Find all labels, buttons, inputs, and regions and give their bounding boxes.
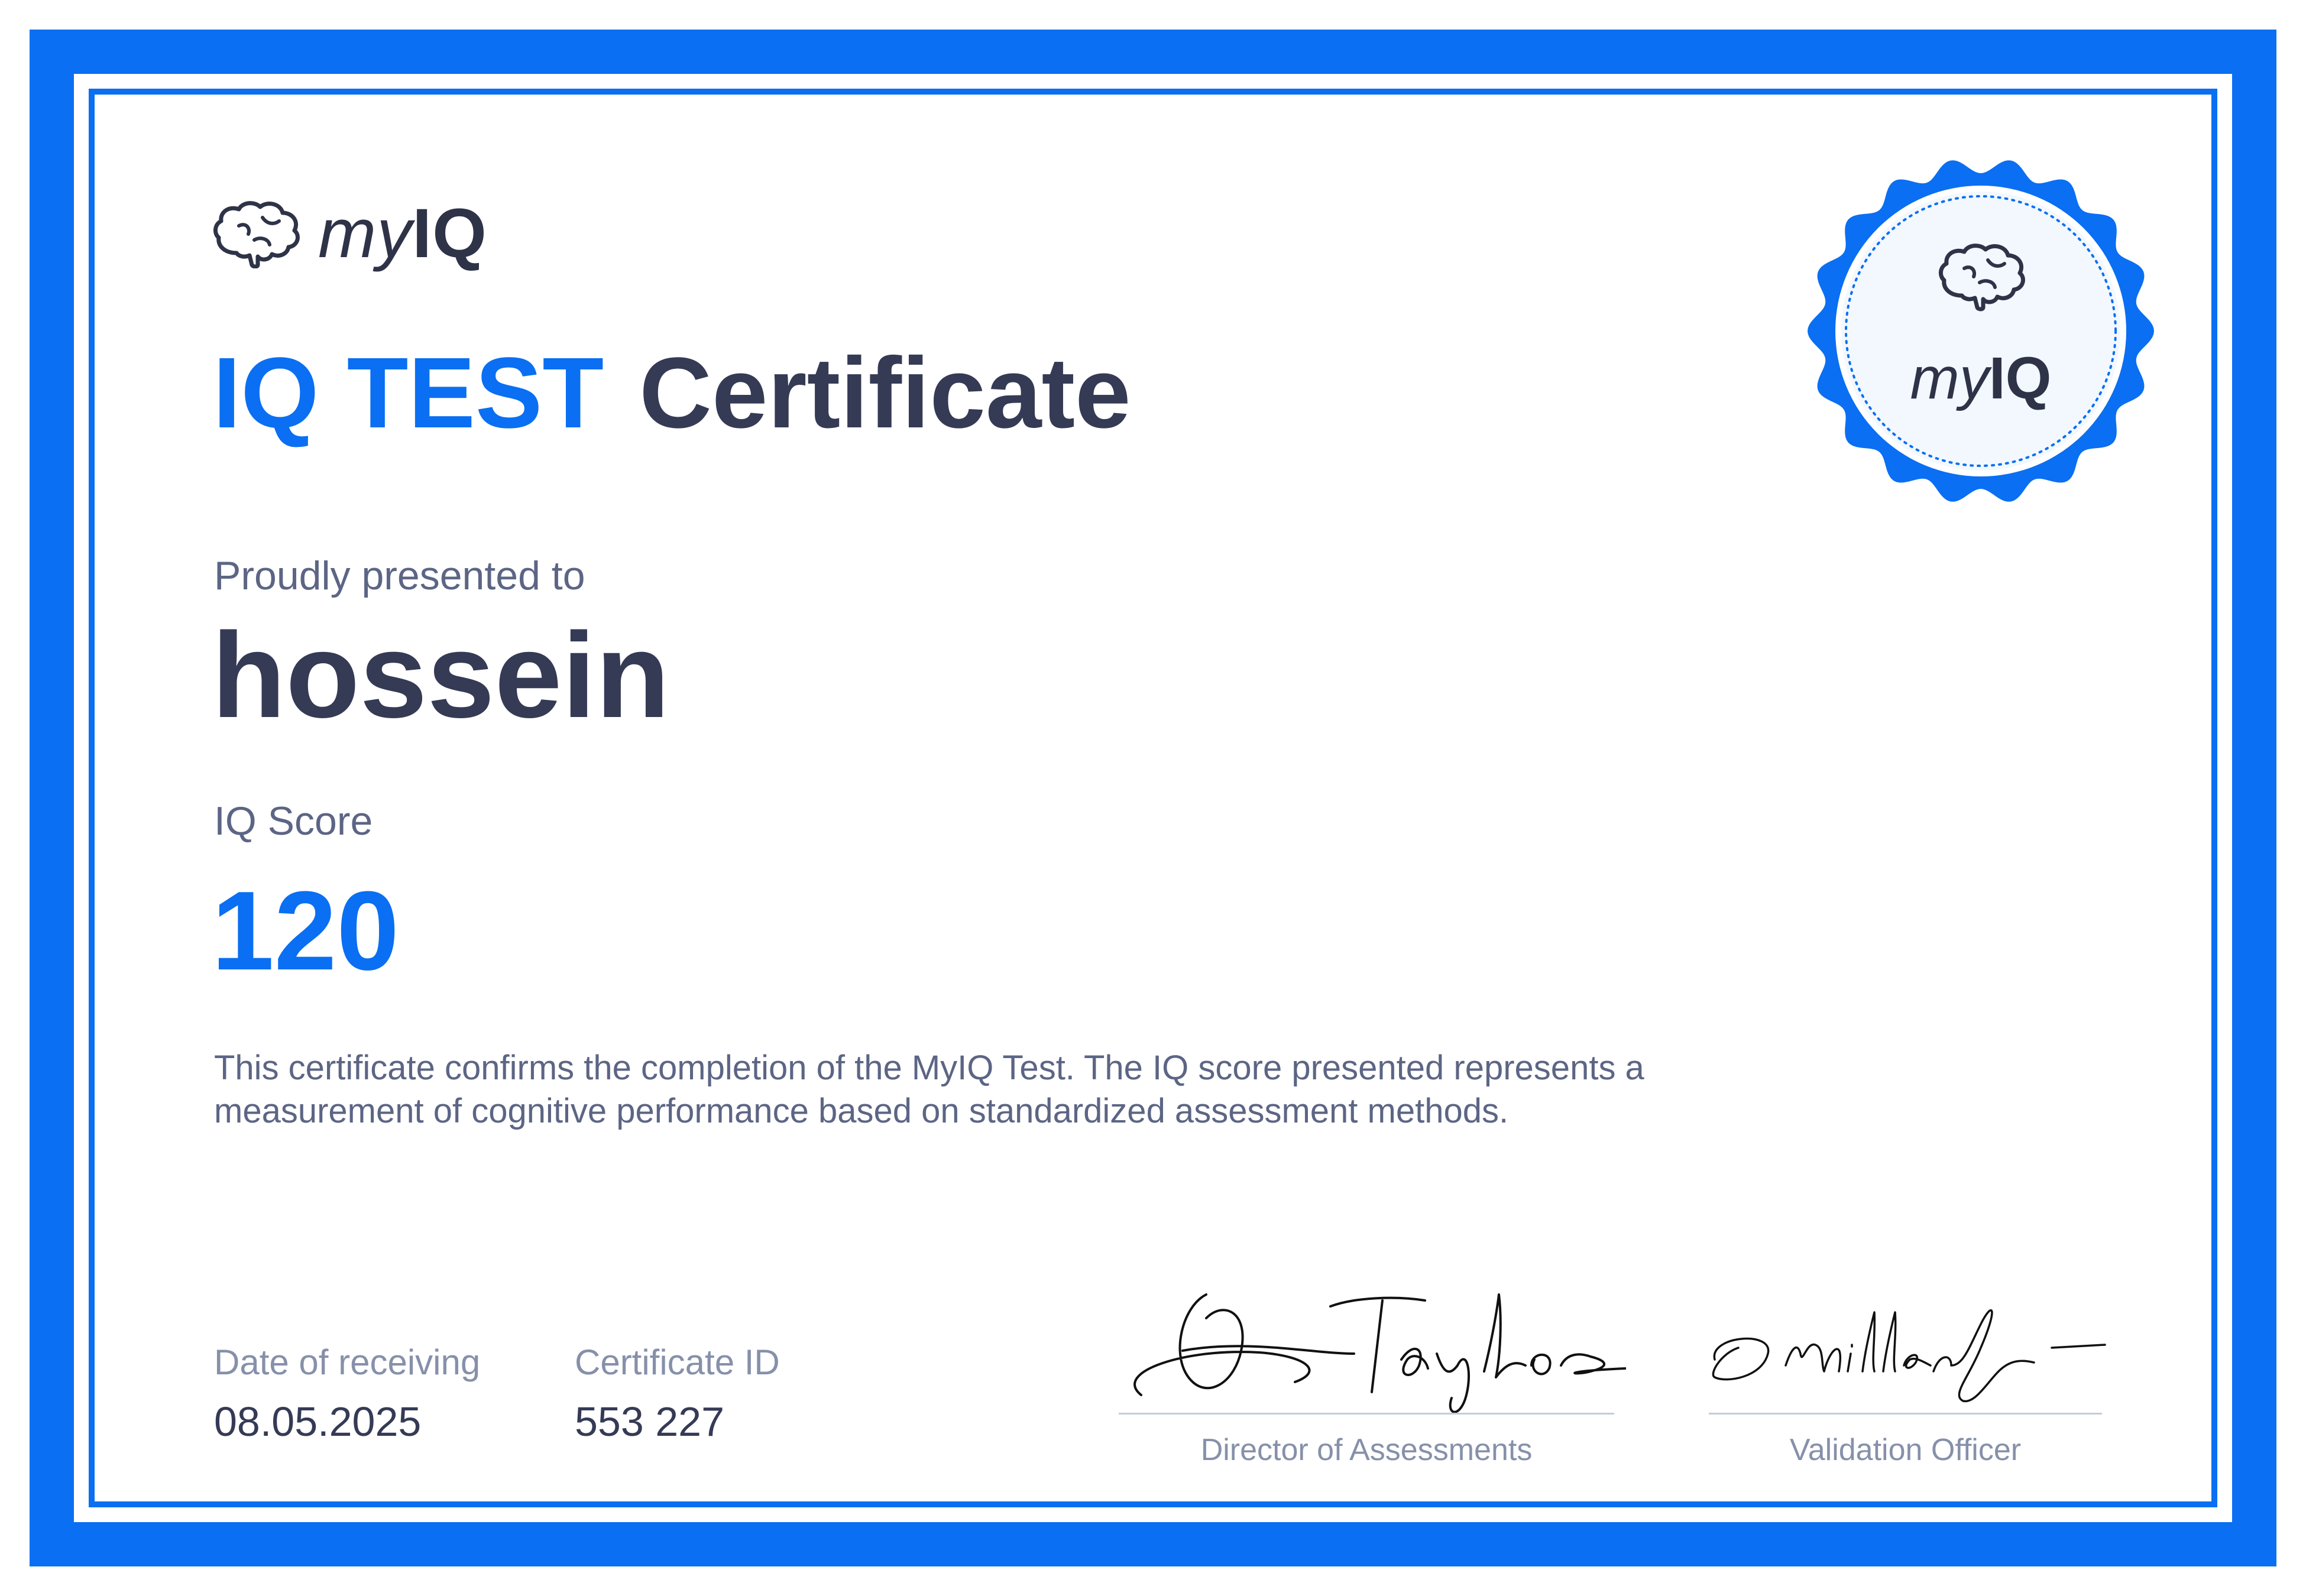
signature-line-1 (1119, 1413, 1614, 1415)
certificate-seal (1803, 154, 2158, 508)
signature-taylor (1118, 1283, 1626, 1419)
signature-miller (1703, 1289, 2111, 1413)
title-accent: IQ TEST (213, 337, 604, 449)
iq-score-value: 120 (212, 868, 400, 994)
recipient-name: hossein (212, 608, 670, 743)
certificate-title (213, 337, 1131, 449)
seal-badge (1803, 154, 2158, 508)
logo-my: my (318, 194, 413, 273)
seal-my: my (1910, 345, 1989, 411)
brain-icon (213, 199, 302, 268)
seal-iq: IQ (1988, 345, 2052, 411)
date-label: Date of receiving (214, 1342, 481, 1382)
signature-title-1: Director of Assessments (1200, 1433, 1533, 1467)
recipient-label: Proudly presented to (214, 553, 585, 598)
certificate-id-value: 553 227 (575, 1399, 725, 1445)
signature-title-2: Validation Officer (1789, 1433, 2022, 1467)
date-value: 08.05.2025 (214, 1399, 422, 1445)
signature-line-2 (1709, 1413, 2102, 1415)
brand-logo (213, 195, 487, 272)
score-label: IQ Score (214, 799, 373, 844)
title-main: Certificate (639, 337, 1131, 449)
logo-iq: IQ (412, 194, 487, 273)
certificate-id-label: Certificate ID (575, 1342, 780, 1382)
logo-wordmark (318, 194, 487, 273)
certificate-description: This certificate confirms the completion of the MyIQ Test. The IQ score presented represents a measurement of cognitive performance based on standardized assessment methods. (214, 1049, 1644, 1130)
